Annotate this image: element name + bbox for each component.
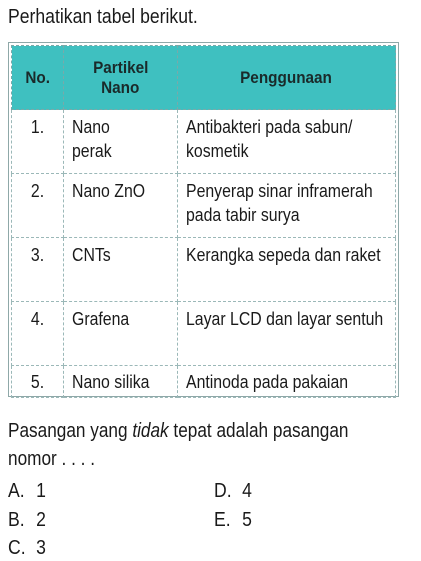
cell-penggunaan: Kerangka sepeda dan raket [178,238,396,302]
table-row [12,366,396,398]
cell-partikel: Grafena [64,302,178,366]
cell-penggunaan: Antinoda pada pakaian [178,366,396,398]
emphasis-tidak: tidak [132,420,169,442]
option-a[interactable]: A. 1 [8,480,46,502]
cell-partikel: Nano ZnO [64,174,178,238]
option-d[interactable]: D. 4 [214,480,252,502]
table-row [12,238,396,302]
cell-no: 2. [12,174,64,238]
table-row [12,174,396,238]
header-penggunaan: Penggunaan [178,46,396,110]
table-header-row [12,46,396,110]
header-partikel-line2: Nano [101,77,140,97]
cell-partikel: Nano perak [64,110,178,174]
cell-penggunaan: Layar LCD dan layar sentuh [178,302,396,366]
question-text: Pasangan yang tidak tepat adalah pasangan nomor . . . . [8,420,349,470]
table-row [12,110,396,174]
cell-no: 5. [12,366,64,398]
option-c[interactable]: C. 3 [8,537,46,559]
nano-particle-table [8,42,399,397]
header-partikel-nano [64,46,178,110]
table-row [12,302,396,366]
cell-no: 1. [12,110,64,174]
cell-penggunaan: Penyerap sinar inframerah pada tabir surya [178,174,396,238]
cell-no: 4. [12,302,64,366]
header-partikel-line1: Partikel [92,57,149,77]
option-b[interactable]: B. 2 [8,509,46,531]
intro-text: Perhatikan tabel berikut. [8,6,198,28]
cell-no: 3. [12,238,64,302]
cell-partikel: CNTs [64,238,178,302]
cell-partikel: Nano silika [64,366,178,398]
cell-penggunaan: Antibakteri pada sabun/ kosmetik [178,110,396,174]
option-e[interactable]: E. 5 [214,509,252,531]
header-no: No. [12,46,64,110]
